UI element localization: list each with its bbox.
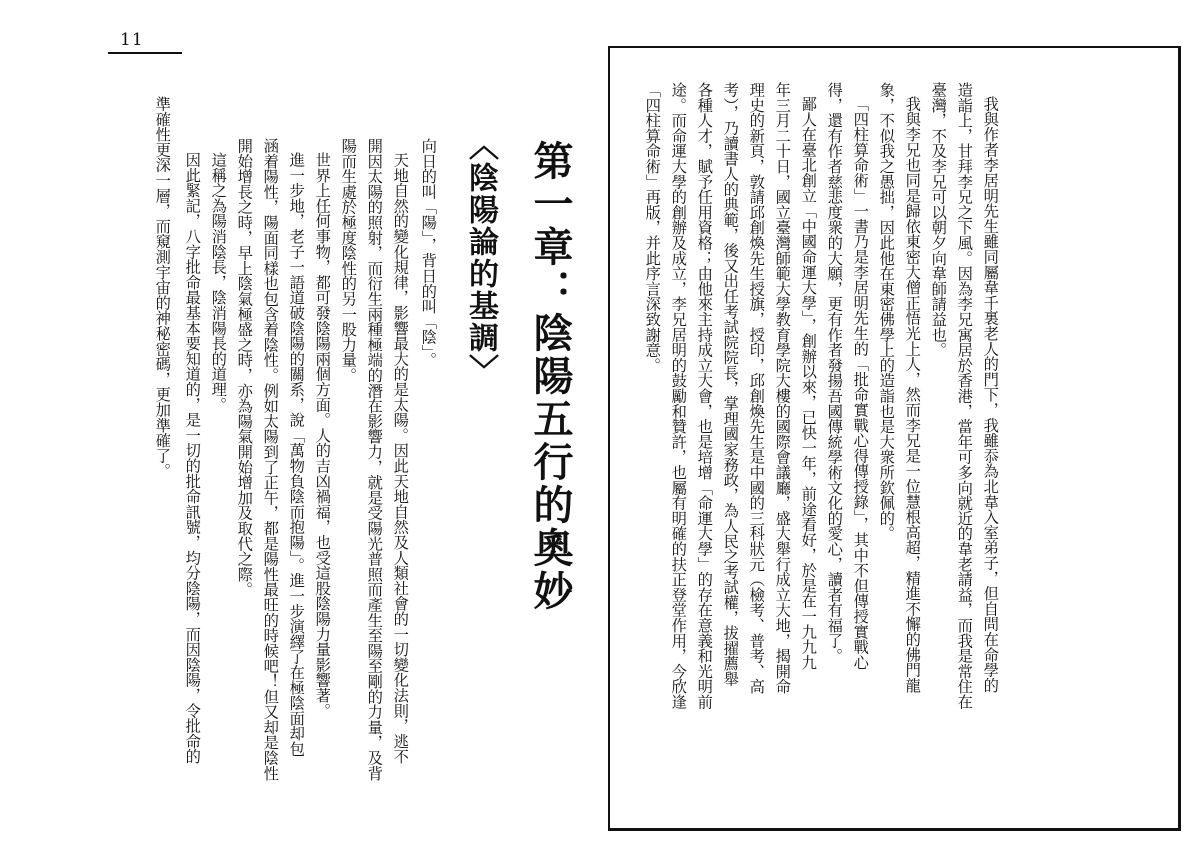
left-page: [0, 0, 590, 852]
text-column: 因此緊記，八字批命最基本要知道的，是一切的批命訊號，均分陰陽，而因陰陽，令批命的: [183, 152, 202, 764]
text-column: 得，還有作者慈悲度衆的大願，更有作者發揚吾國傳統學術文化的愛心，讀者有福了。: [825, 82, 844, 664]
text-column: 陽而生處於極度陰性的另一股力量。: [339, 138, 358, 383]
text-column: 理史的新頁，敦請邱創煥先生授旗，授印，邱創煥先生是中國的三科狀元（檢考、普考、高: [747, 82, 766, 694]
text-column: 鄙人在臺北創立「中國命運大學」，創辦以來，已快一年，前途看好，於是在一九九九: [799, 96, 818, 670]
text-column: 開始增長之時，早上陰氣極盛之時，亦為陽氣開始增加及取代之際。: [235, 138, 254, 597]
text-column: 年三月二十日，國立臺灣師範大學教育學院大樓的國際會議廳，盛大舉行成立大地，揭開命: [773, 82, 792, 694]
text-column: 「四柱算命術」再版，并此序言深致謝意。: [643, 82, 662, 373]
text-column: 開因太陽的照射，而衍生兩種極端的潛在影響力，就是受陽光普照而產生至陽至剛的力量，及背: [365, 138, 384, 781]
right-page: [590, 0, 1199, 852]
text-column: 考），乃讀書人的典範，後又出任考試院院長，掌理國家務政，為人民之考試權，拔擢薦舉: [721, 82, 740, 687]
text-column: 世界上任何事物，都可發陰陽兩個方面。人的吉凶禍福，也受這股陰陽力量影響著。: [313, 152, 332, 719]
text-column: 象，不似我之愚拙，因此他在東密佛學上的造詣也是大衆所欽佩的。: [877, 82, 896, 541]
text-column: 這稱之為陽消陰長，陰消陽長的道理。: [209, 152, 228, 413]
text-column: 向日的叫「陽」，背日的叫「陰」。: [419, 138, 438, 368]
text-column: 天地自然的變化規律，影響最大的是太陽。因此天地自然及人類社會的一切變化法則，逃不: [391, 152, 410, 764]
text-column: 我與李兄也同是歸依東密大僧正悟光上人，然而李兄是一位慧根高超，精進不懈的佛門龍: [903, 96, 922, 693]
chapter-title: 第一章：陰陽五行的奧妙: [527, 140, 574, 613]
text-column: 造詣上，甘拜李兄之下風。因為李兄寓居於香港，當年可多向就近的韋老請益，而我是常住在: [955, 82, 974, 710]
text-column: 各種人才，賦予任用資格；由他來主持成立大會，也是培增「命運大學」的存在意義和光明前: [695, 82, 714, 710]
page-number: 11: [120, 30, 144, 50]
text-column: 進一步地，老子一語道破陰陽的關系，說「萬物負陰而抱陽」。進一步演繹了在極陰面却包: [287, 152, 306, 757]
page-number-rule: [108, 52, 182, 54]
text-column: 「四柱算命術」一書乃是李居明先生的「批命實戰心得傳授錄」，其中不但傳授實戰心: [851, 96, 870, 670]
text-column: 臺灣，不及李兄可以朝夕向韋師請益也。: [929, 82, 948, 358]
text-column: 準確性更深一層，而窺測宇宙的神秘密碼，更加準確了。: [153, 96, 172, 479]
text-column: 途。而命運大學的創辦及成立，李兄居明的鼓勵和贊許，也屬有明確的扶正登堂作用，今欣逢: [669, 82, 688, 710]
text-column: 我與作者李居明先生雖同屬韋千裏老人的門下，我雖忝為北韋入室弟子，但自問在命學的: [981, 96, 1000, 693]
section-title: 〈陰陽論的基調〉: [463, 130, 498, 386]
text-column: 涵着陽性，陽面同樣也包含着陰性。例如太陽到了正午，都是陽性最旺的時候吧！但又却是陰性: [261, 138, 280, 781]
